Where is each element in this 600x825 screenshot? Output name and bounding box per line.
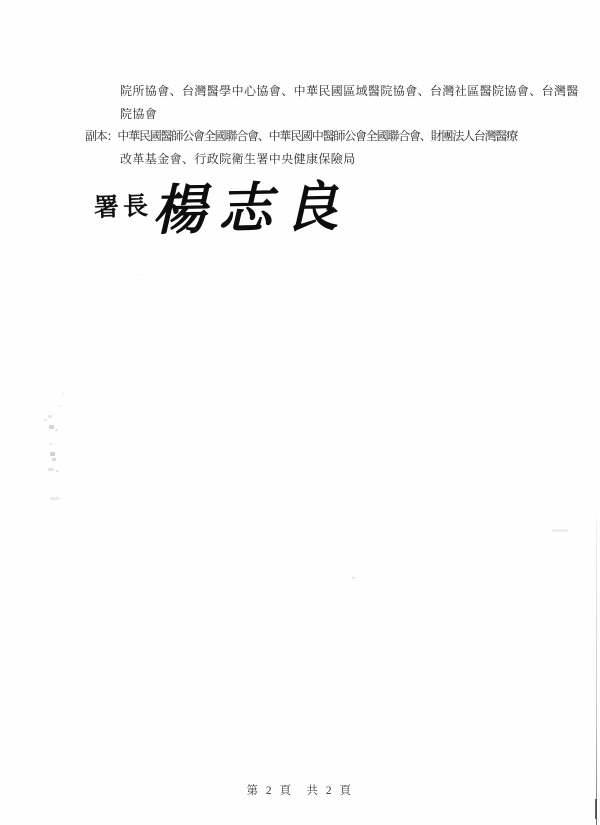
scan-noise-speck xyxy=(52,458,56,461)
scan-noise-speck xyxy=(49,425,54,429)
scan-noise-speck xyxy=(49,443,53,445)
signer-title: 署長 xyxy=(93,192,153,223)
scan-edge-line xyxy=(596,518,597,825)
cc-section-line-1: 副本：中華民國醫師公會全國聯合會、中華民國中醫師公會全國聯合會、財團法人台灣醫療 xyxy=(85,129,518,143)
scan-noise-speck xyxy=(352,577,355,579)
scan-noise-speck xyxy=(62,393,64,395)
scan-noise-smudge xyxy=(552,529,568,532)
scan-noise-speck xyxy=(48,468,54,471)
cc-section-line-2: 改革基金會、行政院衛生署中央健康保險局 xyxy=(120,152,356,166)
scan-noise-speck xyxy=(50,497,59,500)
page-footer xyxy=(0,782,600,798)
signer-name-calligraphy: 楊志良 xyxy=(151,176,351,242)
page-number-total: 共 2 頁 xyxy=(306,785,354,797)
recipient-list-continuation-line-1: 院所協會、台灣醫學中心協會、中華民國區域醫院協會、台灣社區醫院協會、台灣醫 xyxy=(120,84,579,98)
scan-noise-speck xyxy=(56,470,59,472)
scan-noise-speck xyxy=(50,452,55,456)
scan-noise-speck xyxy=(44,419,47,421)
scan-noise-speck xyxy=(48,415,52,418)
scan-noise-speck xyxy=(137,274,140,275)
scan-noise-speck xyxy=(55,429,58,431)
page-number-current: 第 2 頁 xyxy=(246,785,294,797)
recipient-list-continuation-line-2: 院協會 xyxy=(120,107,158,121)
scan-noise-speck xyxy=(59,405,61,407)
scan-edge-tick xyxy=(595,799,597,819)
